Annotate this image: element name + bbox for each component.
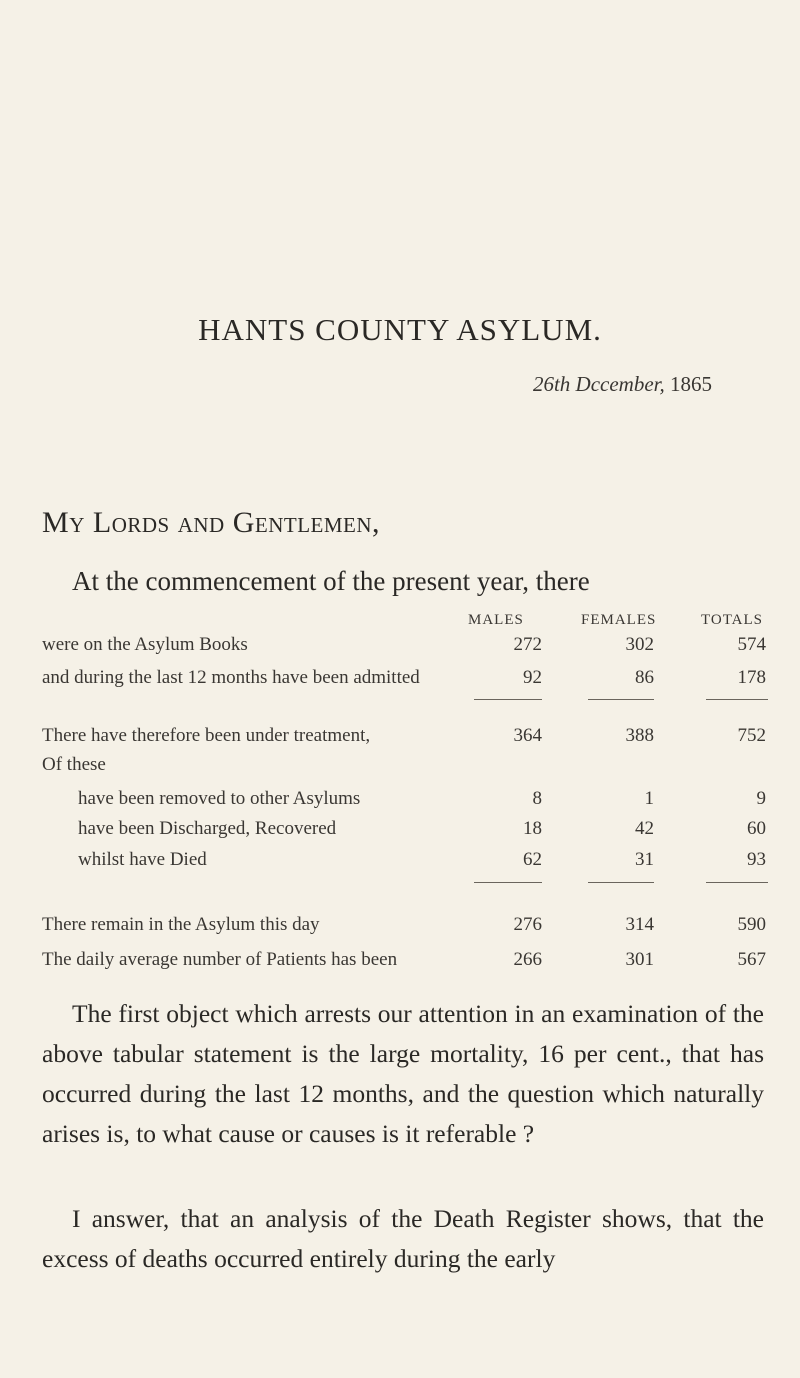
page-title: HANTS COUNTY ASYLUM. bbox=[198, 312, 602, 347]
table-row bbox=[0, 849, 800, 877]
table-row bbox=[0, 634, 800, 662]
males-value: 364 bbox=[513, 725, 542, 746]
row-label: Of these bbox=[42, 754, 106, 775]
males-value: 18 bbox=[523, 818, 542, 839]
totals-value: 178 bbox=[737, 667, 766, 688]
females-value: 388 bbox=[625, 725, 654, 746]
salutation bbox=[42, 506, 380, 540]
totals-value: 590 bbox=[737, 914, 766, 935]
totals-value: 567 bbox=[737, 949, 766, 970]
row-label: were on the Asylum Books bbox=[42, 634, 248, 655]
row-label: have been removed to other Asylums bbox=[78, 788, 361, 809]
sum-rule bbox=[588, 699, 654, 700]
salutation-initial: L bbox=[92, 506, 112, 539]
females-value: 301 bbox=[625, 949, 654, 970]
salutation-word: ords and bbox=[111, 506, 233, 539]
males-value: 92 bbox=[523, 667, 542, 688]
row-label: There remain in the Asylum this day bbox=[42, 914, 320, 935]
totals-value: 93 bbox=[747, 849, 766, 870]
salutation-initial: M bbox=[42, 506, 70, 539]
table-row bbox=[0, 725, 800, 753]
row-label: whilst have Died bbox=[78, 849, 207, 870]
sum-rule bbox=[588, 882, 654, 883]
sum-rule bbox=[474, 699, 542, 700]
date-day: 26th Dccember, bbox=[532, 372, 665, 396]
row-label: The daily average number of Patients has been bbox=[42, 949, 398, 970]
totals-value: 752 bbox=[737, 725, 766, 746]
row-label: There have therefore been under treatment, bbox=[42, 725, 371, 746]
totals-value: 574 bbox=[737, 634, 766, 655]
totals-value: 60 bbox=[747, 818, 766, 839]
column-header-totals: TOTALS bbox=[701, 612, 764, 628]
sum-rule bbox=[474, 882, 542, 883]
row-label: and during the last 12 months have been admitted bbox=[42, 667, 420, 688]
table-row bbox=[0, 949, 800, 977]
date-year: 1865 bbox=[670, 372, 712, 396]
table-row bbox=[0, 667, 800, 695]
sum-rule bbox=[706, 882, 768, 883]
intro-line: At the commencement of the present year, there bbox=[72, 566, 590, 596]
salutation-initial: G bbox=[232, 506, 255, 539]
males-value: 276 bbox=[513, 914, 542, 935]
females-value: 302 bbox=[625, 634, 654, 655]
column-header-females: FEMALES bbox=[581, 612, 657, 628]
letter-date bbox=[533, 372, 712, 397]
males-value: 266 bbox=[513, 949, 542, 970]
males-value: 8 bbox=[532, 788, 542, 809]
salutation-word: y bbox=[69, 506, 93, 539]
row-label: have been Discharged, Recovered bbox=[78, 818, 337, 839]
body-paragraph: I answer, that an analysis of the Death Register shows, that the excess of deaths occurred entirely during the early bbox=[42, 1204, 764, 1273]
table-row bbox=[0, 914, 800, 942]
table-row bbox=[0, 818, 800, 846]
body-paragraph: The first object which arrests our attention in an examination of the above tabular statement is the large mortality, 16 per cent., that has occurred during the last 12 months, and the question which naturally arises is, to what cause or causes is it referable ? bbox=[42, 999, 764, 1148]
salutation-word: entlemen, bbox=[254, 506, 381, 539]
table-row bbox=[0, 754, 800, 782]
females-value: 1 bbox=[644, 788, 654, 809]
females-value: 314 bbox=[625, 914, 654, 935]
column-header-males: MALES bbox=[468, 612, 524, 628]
males-value: 62 bbox=[523, 849, 542, 870]
males-value: 272 bbox=[513, 634, 542, 655]
females-value: 86 bbox=[635, 667, 654, 688]
sum-rule bbox=[706, 699, 768, 700]
females-value: 31 bbox=[635, 849, 654, 870]
females-value: 42 bbox=[635, 818, 654, 839]
table-row bbox=[0, 788, 800, 816]
totals-value: 9 bbox=[756, 788, 766, 809]
